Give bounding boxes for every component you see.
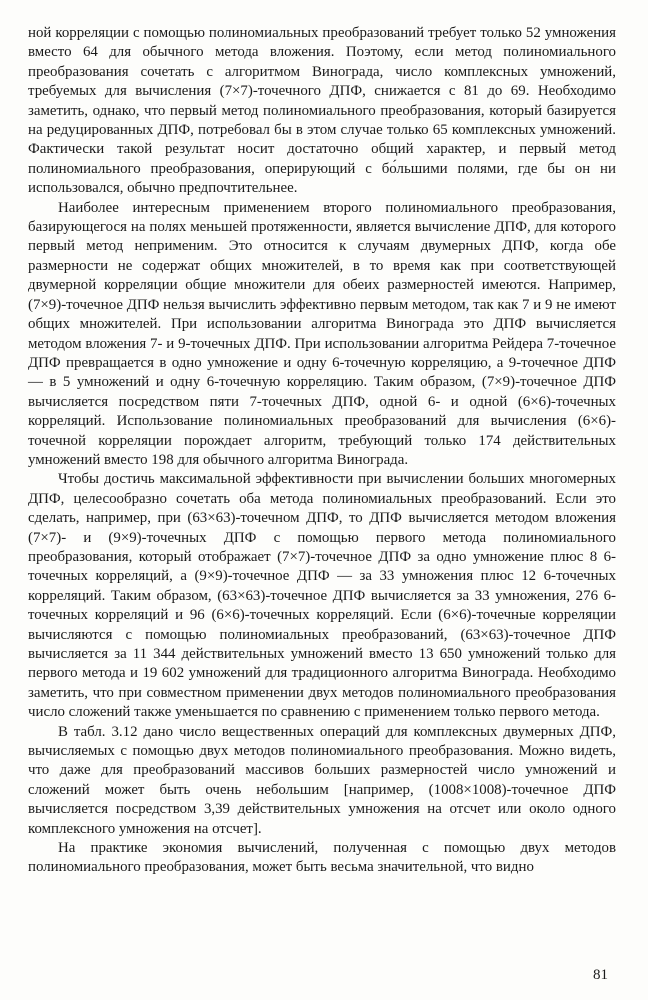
body-text — [28, 24, 616, 878]
paragraph-continuation: ной корреляции с помощью полиномиальных преобразований требует только 52 умножения вместо 64 для обычного метода вложения. Поэтому, если метод полиномиального преобразования сочетать с алгоритмом Винограда, число комплексных умножений, требуемых для вычисления (7×7)-точечного ДПФ, снижается с 81 до 69. Необходимо заметить, однако, что первый метод полиномиального преобразования, который базируется на редуцированных ДПФ, потребовал бы в этом случае только 65 комплексных умножений. Фактически такой результат носит достаточно общий характер, и первый метод полиномиального преобразования, оперирующий с бо́льшими полями, где бы он ни использовался, обычно предпочтительнее. — [28, 25, 616, 197]
paragraph-combined-methods: Чтобы достичь максимальной эффективности при вычислении больших многомерных ДПФ, целесообразно сочетать оба метода полиномиальных преобразований. Если это сделать, например, при (63×63)-точечном ДПФ, то ДПФ вычисляется методом вложения (7×7)- и (9×9)-точечных ДПФ с помощью первого метода полиномиального преобразования, который отображает (7×7)-точечное ДПФ за одно умножение плюс 8 6-точечных корреляций, а (9×9)-точечное ДПФ — за 33 умножения плюс 12 6-точечных корреляций. Таким образом, (63×63)-точечное ДПФ вычисляется за 33 умножения, 276 6-точечных корреляций и 96 (6×6)-точечных корреляций. Если (6×6)-точечные корреляции вычисляются с помощью полиномиальных преобразований, (63×63)-точечное ДПФ вычисляется за 11 344 действительных умножений вместо 13 650 умножений только для первого метода и 19 602 умножений для традиционного алгоритма Винограда. Необходимо заметить, что при совместном применении двух методов полиномиального преобразования число сложений также уменьшается по сравнению с применением только первого метода. — [28, 471, 616, 721]
paragraph-second-transform: Наиболее интересным применением второго полиномиального преобразования, базирующегося на полях меньшей протяженности, является вычисление ДПФ, для которого первый метод неприменим. Это относится к случаям двумерных ДПФ, когда обе размерности не содержат общих множителей, в то время как при соответствующей двумерной корреляции общие множители для обеих размерностей имеются. Например, (7×9)-точечное ДПФ нельзя вычислить эффективно первым методом, так как 7 и 9 не имеют общих множителей. При использовании алгоритма Винограда это ДПФ вычисляется методом вложения 7- и 9-точечных ДПФ. При использовании алгоритма Рейдера 7-точечное ДПФ превращается в одно умножение и одну 6-точечную корреляцию, а 9-точечное ДПФ — в 5 умножений и одну 6-точечную корреляцию. Таким образом, (7×9)-точечное ДПФ вычисляется посредством пяти 7-точечных ДПФ, одной 6- и одной (6×6)-точечных корреляций. Использование полиномиальных преобразований для вычисления (6×6)-точечной корреляции порождает алгоритм, требующий только 174 действительных умножений вместо 198 для обычного алгоритма Винограда. — [28, 199, 616, 468]
paragraph-table-reference: В табл. 3.12 дано число вещественных операций для комплексных двумерных ДПФ, вычисляемых с помощью двух методов полиномиального преобразования. Можно видеть, что даже для преобразований массивов больших размерностей число умножений и сложений может быть очень небольшим [например, (1008×1008)-точечное ДПФ вычисляется посредством 3,39 действительных умножения на отсчет или около одного комплексного умножения на отсчет]. — [28, 723, 616, 837]
page-number: 81 — [593, 967, 608, 983]
paragraph-practical-savings: На практике экономия вычислений, полученная с помощью двух методов полиномиального преобразования, может быть весьма значительной, что видно — [28, 840, 616, 876]
